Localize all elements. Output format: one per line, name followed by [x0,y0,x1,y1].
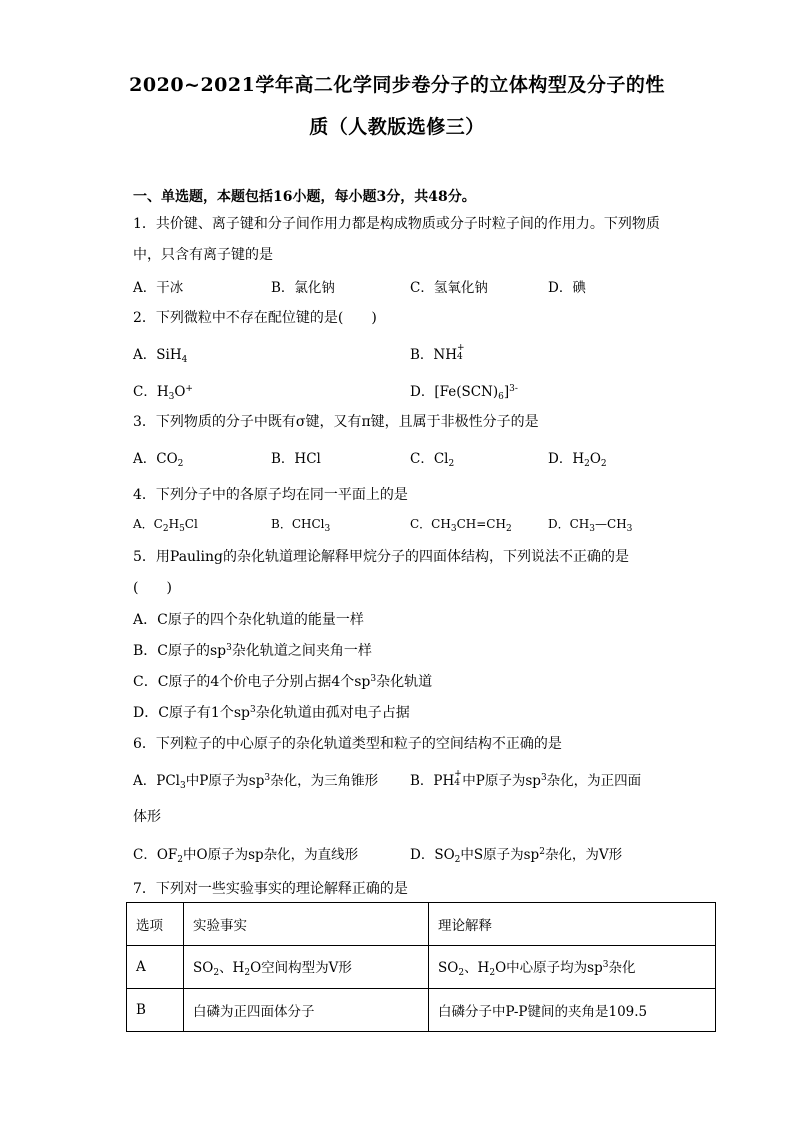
q1-option-b: B．氯化钠 [271,280,335,296]
q1-option-d: D．碘 [548,280,586,296]
q5-stem-line1: 5．用Pauling的杂化轨道理论解释甲烷分子的四面体结构，下列说法不正确的是 [133,549,629,565]
q5-option-b: B．C原子的$sp^3$杂化轨道之间夹角一样 [133,643,372,659]
q1-option-a: A．干冰 [133,280,184,296]
q2-option-a: A．SiH$_4$ [133,347,188,365]
q2-option-b: B．NH + 4 [410,342,465,363]
table-cell-explanation: 白磷分子中P-P键间的夹角是109.5 [429,989,716,1032]
q4-option-d: D．$CH_3—CH_3$ [548,517,633,534]
table-header-cell: 实验事实 [184,903,429,946]
table-row [127,946,716,989]
q6-option-c: C．$OF_2$中O原子为sp杂化，为直线形 [133,847,359,865]
q2-option-c: C．$H_3O^+$ [133,384,193,402]
q5-option-d: D．C原子有1个$sp^3$杂化轨道由孤对电子占据 [133,705,410,721]
q5-option-a: A．C原子的四个杂化轨道的能量一样 [133,612,364,628]
table-cell-option: B [127,989,184,1032]
table-cell-fact: $SO_2$、$H_2O$空间构型为V形 [184,946,429,989]
q6-option-b-wrap: 体形 [133,809,161,825]
q5-stem-line2: ( ) [133,580,172,596]
table-header-cell: 理论解释 [429,903,716,946]
q3-option-c: C．$Cl_2$ [410,451,455,469]
q1-option-c: C．氢氧化钠 [410,280,488,296]
q3-stem: 3．下列物质的分子中既有σ键，又有π键，且属于非极性分子的是 [133,414,539,430]
table-cell-explanation: $SO_2$、$H_2O$中心原子均为$sp^3$杂化 [429,946,716,989]
table-header-row [127,903,716,946]
q4-option-b: B．CHCl$_3$ [271,517,331,534]
q7-stem: 7．下列对一些实验事实的理论解释正确的是 [133,881,408,897]
q6-stem: 6．下列粒子的中心原子的杂化轨道类型和粒子的空间结构不正确的是 [133,736,562,752]
page-title-line2: 质（人教版选修三） [309,116,485,138]
q4-stem: 4．下列分子中的各原子均在同一平面上的是 [133,487,408,503]
section-heading: 一、单选题，本题包括16小题，每小题3分，共48分。 [133,189,476,205]
page-title-line1: 2020~2021学年高二化学同步卷分子的立体构型及分子的性 [129,74,665,96]
q5-option-c: C．C原子的4个价电子分别占据4个$sp^3$杂化轨道 [133,674,433,690]
q1-stem-line2: 中，只含有离子键的是 [133,247,273,263]
q1-stem-line1: 1．共价键、离子键和分子间作用力都是构成物质或分子时粒子间的作用力。下列物质 [133,216,660,232]
table-cell-fact: 白磷为正四面体分子 [184,989,429,1032]
q6-option-d: D．$SO_2$中S原子为$sp^2$杂化，为V形 [410,847,623,865]
q3-option-d: D．$H_2O_2$ [548,451,607,469]
q7-table [126,902,716,1032]
q6-option-a: A．PCl$_3$中P原子为$sp^3$杂化，为三角锥形 [133,773,379,791]
table-header-cell: 选项 [127,903,184,946]
q2-option-d: D．$[Fe(SCN)_6]^{3-}$ [410,384,518,402]
q6-option-b: B．PH + 4 中P原子为$sp^3$杂化，为正四面 [410,768,642,789]
q4-option-a: A．$C_2H_5Cl$ [133,517,198,534]
q4-option-c: C．$CH_3CH=CH_2$ [410,517,512,534]
table-cell-option: A [127,946,184,989]
table-row [127,989,716,1032]
q3-option-a: A．$CO_2$ [133,451,184,469]
q3-option-b: B．HCl [271,451,321,467]
q2-stem: 2．下列微粒中不存在配位键的是( ) [133,310,377,326]
